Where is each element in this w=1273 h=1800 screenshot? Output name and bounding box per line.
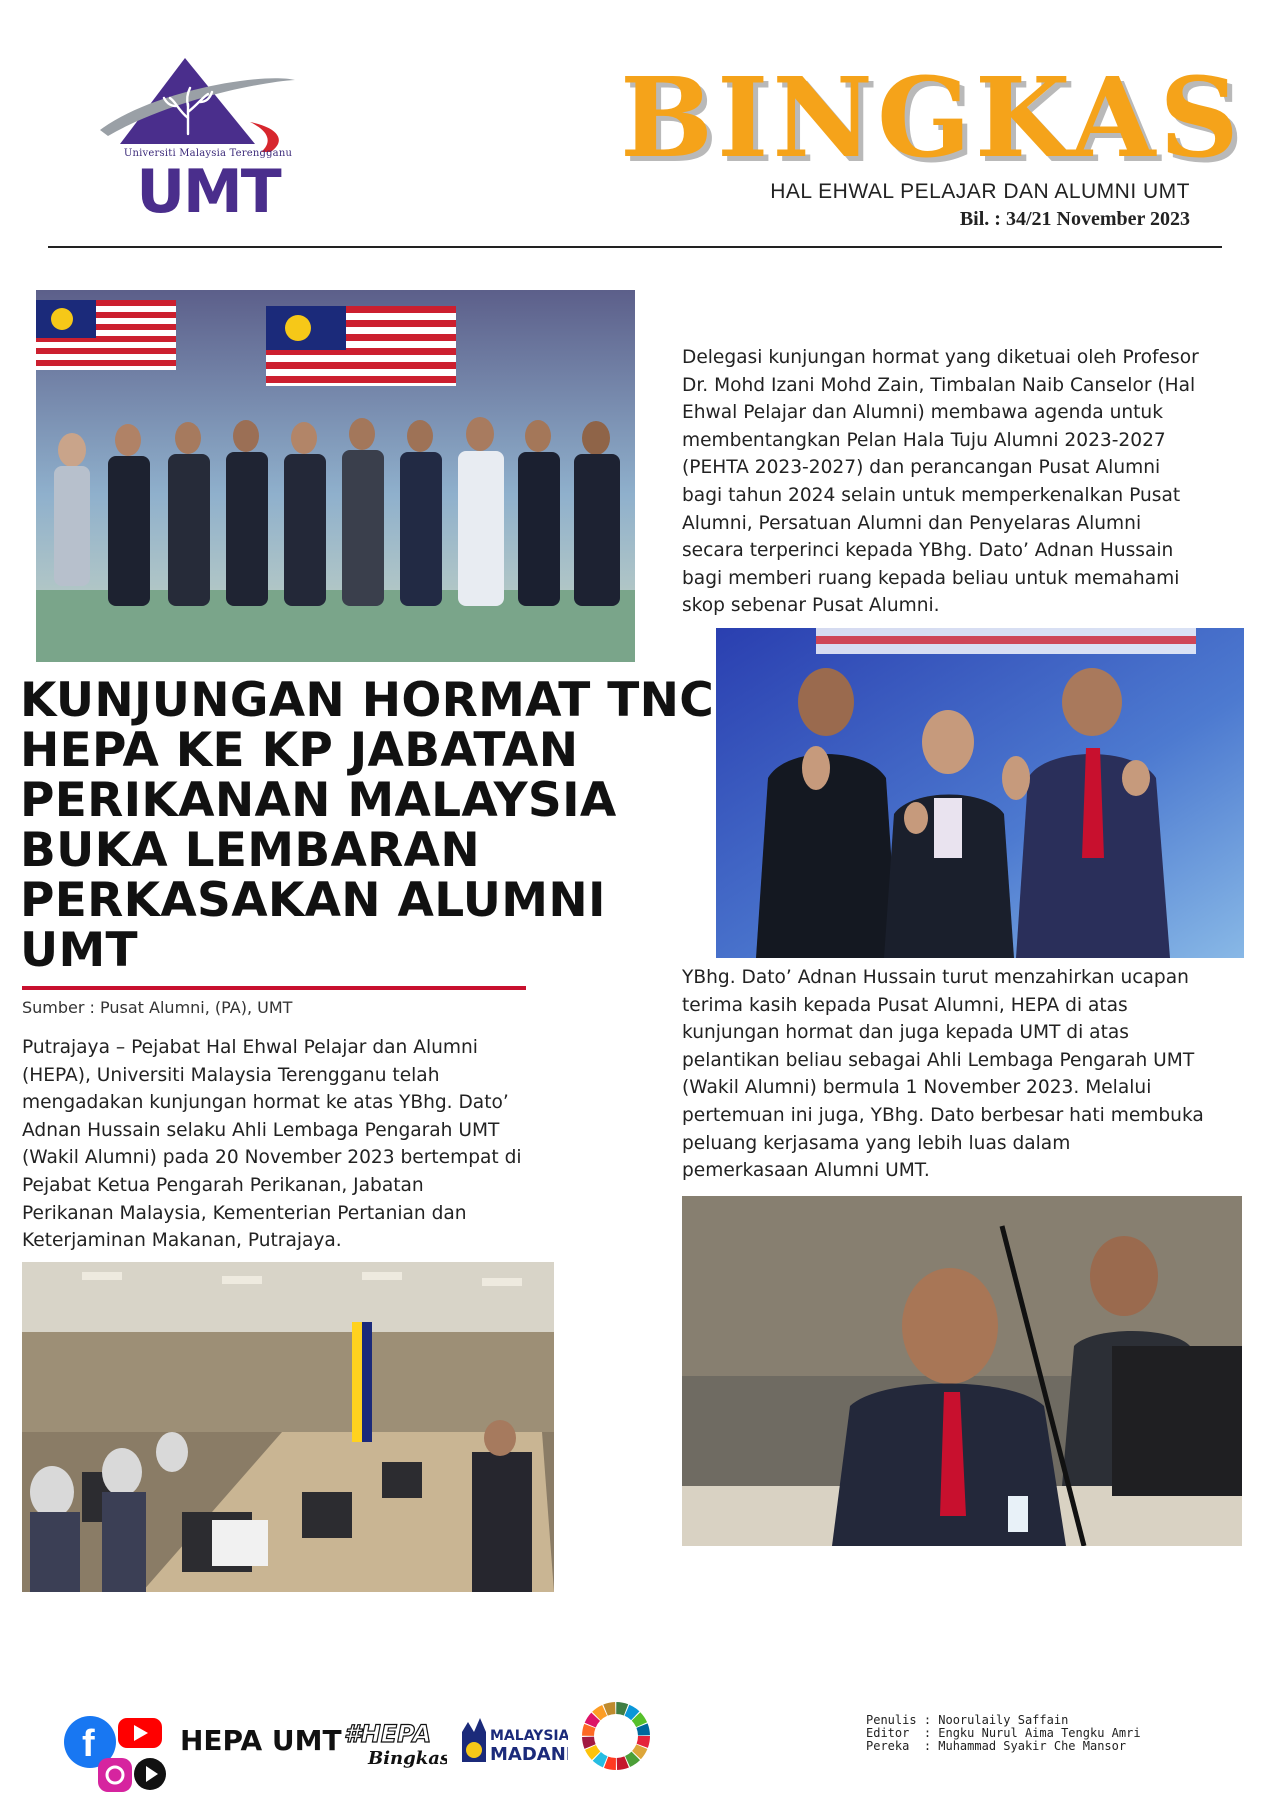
photo-meeting-room bbox=[22, 1262, 554, 1592]
masthead-subtitle: HAL EHWAL PELAJAR DAN ALUMNI UMT bbox=[770, 180, 1190, 203]
credit-writer: Penulis : Noorulaily Saffain bbox=[866, 1713, 1069, 1727]
article-paragraph-1: Putrajaya – Pejabat Hal Ehwal Pelajar dan Alumni (HEPA), Universiti Malaysia Terengganu telah mengadakan kunjungan hormat ke atas YBhg. Dato’ Adnan Hussain selaku Ahli Lembaga Pengarah UMT (Wakil Alumni) pada 20 November 2023 bertempat di Pejabat Ketua Pengarah Perikanan, Jabatan Perikanan Malaysia, Kementerian Pertanian dan Keterjaminan Makanan, Putrajaya. bbox=[22, 1037, 522, 1252]
svg-text:f: f bbox=[82, 1723, 95, 1765]
credit-editor: Editor : Engku Nurul Aima Tengku Amri bbox=[866, 1726, 1141, 1740]
footer-brand: HEPA UMT bbox=[180, 1724, 342, 1757]
credits-block bbox=[866, 1714, 1141, 1753]
masthead-title: BINGKAS bbox=[620, 53, 1243, 182]
article-paragraph-3: YBhg. Dato’ Adnan Hussain turut menzahirkan ucapan terima kasih kepada Pusat Alumni, HEPA di atas kunjungan hormat dan juga kepada UMT di atas pelantikan beliau sebagai Ahli Lembaga Pengarah UMT (Wakil Alumni) bermula 1 November 2023. Melalui pertemuan ini juga, YBhg. Dato berbesar hati membuka peluang kerjasama yang lebih luas dalam pemerkasaan Alumni UMT. bbox=[682, 967, 1204, 1182]
credit-designer: Pereka : Muhammad Syakir Che Mansor bbox=[866, 1739, 1127, 1753]
article-source: Sumber : Pusat Alumni, (PA), UMT bbox=[22, 998, 293, 1017]
header-divider bbox=[48, 246, 1222, 248]
photo-three-men bbox=[716, 628, 1244, 958]
malaysia-madani-logo bbox=[458, 1712, 568, 1772]
social-icons bbox=[62, 1706, 172, 1796]
photo-group-delegation bbox=[36, 290, 635, 662]
svg-text:MADANI: MADANI bbox=[490, 1744, 568, 1765]
hepa-bingkas-logo bbox=[342, 1716, 447, 1772]
article-paragraph-2: Delegasi kunjungan hormat yang diketuai oleh Profesor Dr. Mohd Izani Mohd Zain, Timbalan Naib Canselor (Hal Ehwal Pelajar dan Alumni) membawa agenda untuk membentangkan Pelan Hala Tuju Alumni 2023-2027 (PEHTA 2023-2027) dan perancangan Pusat Alumni bagi tahun 2024 selain untuk memperkenalkan Pusat Alumni, Persatuan Alumni dan Penyelaras Alumni secara terperinci kepada YBhg. Dato’ Adnan Hussain bagi memberi ruang kepada beliau untuk memahami skop sebenar Pusat Alumni. bbox=[682, 347, 1199, 617]
svg-text:#HEPA: #HEPA bbox=[344, 1720, 432, 1748]
sdg-wheel-icon bbox=[580, 1700, 652, 1772]
youtube-icon[interactable] bbox=[118, 1718, 162, 1748]
photo-speaker-microphone bbox=[682, 1196, 1242, 1546]
article-headline: KUNJUNGAN HORMAT TNC HEPA KE KP JABATAN PERIKANAN MALAYSIA BUKA LEMBARAN PERKASAKAN ALUMNI UMT bbox=[20, 673, 715, 978]
issue-number: Bil. : 34/21 November 2023 bbox=[959, 208, 1190, 230]
svg-text:Bingkas: Bingkas bbox=[368, 1748, 447, 1769]
university-abbr: UMT bbox=[136, 157, 280, 227]
tiktok-play-icon[interactable] bbox=[134, 1758, 166, 1790]
instagram-icon[interactable] bbox=[98, 1758, 132, 1792]
svg-text:MALAYSIA: MALAYSIA bbox=[490, 1728, 568, 1744]
university-name: Universiti Malaysia Terengganu bbox=[123, 148, 293, 159]
headline-underline bbox=[22, 986, 526, 990]
